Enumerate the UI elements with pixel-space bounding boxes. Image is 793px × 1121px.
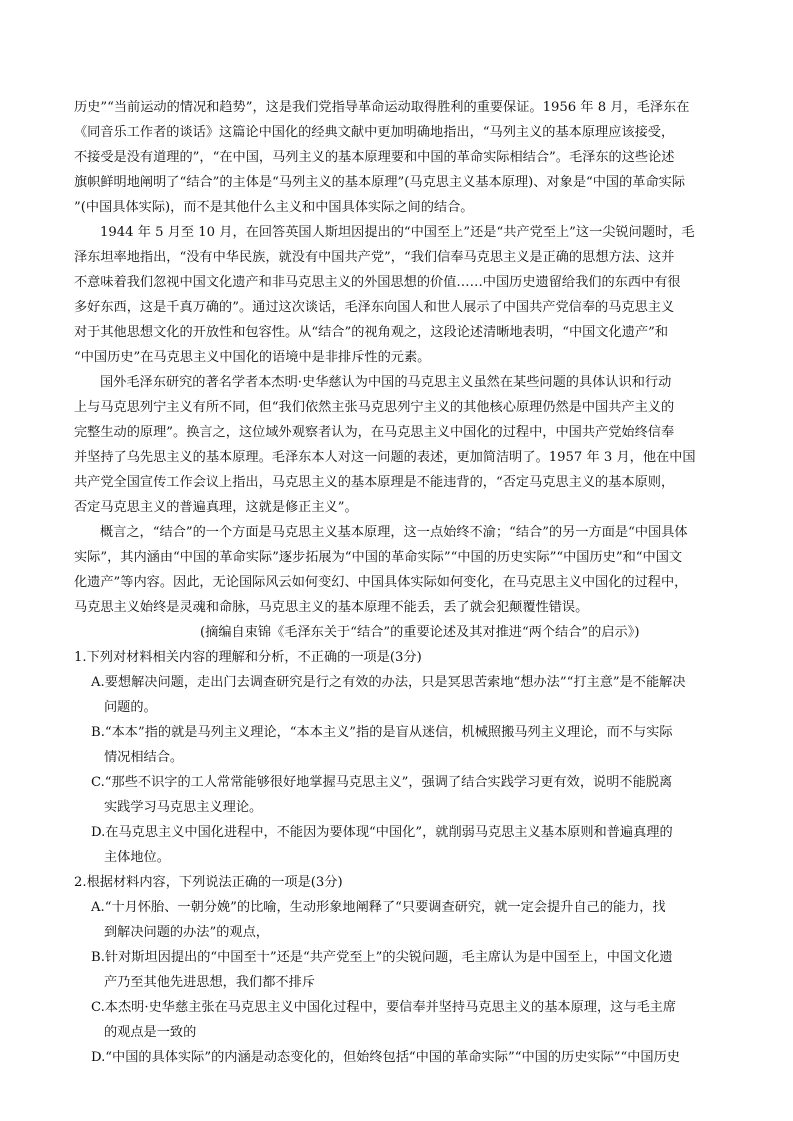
paragraph-1-line: 历史”“当前运动的情况和趋势”，这是我们党指导革命运动取得胜利的重要保证。1956 年 8 月，毛泽东在 — [74, 100, 690, 115]
paragraph-2-line: “中国历史”在马克思主义中国化的语境中是非排斥性的元素。 — [74, 350, 431, 365]
question-1-option-c-cont: 实践学习马克思主义理论。 — [104, 800, 263, 815]
question-1-option-a: A.要想解决问题，走出门去调查研究是行之有效的办法，只是冥思苦索地“想办法”“打主意”是不能解决 — [91, 675, 686, 690]
paragraph-2-line: 1944 年 5 月至 10 月，在回答英国人斯坦因提出的“中国至上”还是“共产党至上”这一尖锐问题时，毛 — [100, 225, 695, 240]
paragraph-3-line: 国外毛泽东研究的著名学者本杰明·史华慈认为中国的马克思主义虽然在某些问题的具体认识和行动 — [100, 375, 672, 390]
paragraph-1-line: ”(中国具体实际)，而不是其他什么主义和中国具体实际之间的结合。 — [74, 200, 474, 215]
paragraph-2-line: 泽东坦率地指出，“没有中华民族，就没有中国共产党”，“我们信奉马克思主义是正确的思想方法、这并 — [74, 250, 675, 265]
paragraph-4-line: 实际”，其内涵由“中国的革命实际”逐步拓展为“中国的革命实际”“中国的历史实际”“中国历史”和“中国文 — [74, 550, 683, 565]
question-1-stem: 1.下列对材料相关内容的理解和分析，不正确的一项是(3分) — [74, 650, 422, 665]
question-1-option-d: D.在马克思主义中国化进程中，不能因为要体现“中国化”，就削弱马克思主义基本原则和普遍真理的 — [91, 825, 673, 840]
paragraph-3-line: 并坚持了乌先思主义的基本原理。毛泽东本人对这一问题的表述，更加简洁明了。1957 年 3 月，他在中国 — [74, 450, 696, 465]
paragraph-1-line: 不接受是没有道理的”，“在中国，马列主义的基本原理要和中国的革命实际相结合”。毛泽东的这些论述 — [74, 150, 675, 165]
paragraph-2-line: 多好东西，这是千真万确的”。通过这次谈话，毛泽东向国人和世人展示了中国共产党信奉的马克思主义 — [74, 300, 675, 315]
paragraph-2-line: 对于其他思想文化的开放性和包容性。从“结合”的视角观之，这段论述清晰地表明，“中国文化遗产”和 — [74, 325, 669, 340]
question-2-option-c-cont: 的观点是一致的 — [104, 1025, 197, 1040]
question-2-option-b-cont: 产乃至其他先进思想，我们都不排斥 — [104, 975, 315, 990]
paragraph-3-line: 上与马克思列宁主义有所不同，但“我们依然主张马克思列宁主义的其他核心原理仍然是中国共产主义的 — [74, 400, 675, 415]
paragraph-1-line: 《同音乐工作者的谈话》这篇论中国化的经典文献中更加明确地指出，“马列主义的基本原理应该接受， — [74, 125, 675, 140]
question-2-option-a: A.“十月怀胎、一朝分娩”的比喻，生动形象地阐释了“只要调查研究，就一定会提升自己的能力，找 — [91, 900, 666, 915]
paragraph-1-line: 旗帜鲜明地阐明了“结合”的主体是“马列主义的基本原理”(马克思主义基本原理)、对象是“中国的革命实际 — [74, 175, 686, 190]
paragraph-3-line: 否定马克思主义的普遍真理，这就是修正主义”。 — [74, 500, 358, 515]
question-1-option-c: C.“那些不识字的工人常常能够很好地掌握马克思主义”，强调了结合实践学习更有效，说明不能脱离 — [91, 775, 673, 790]
question-1-option-b-cont: 情况相结合。 — [104, 750, 184, 765]
paragraph-3-line: 完整生动的原理”。换言之，这位域外观察者认为，在马克思主义中国化的过程中，中国共产党始终信奉 — [74, 425, 675, 440]
question-1-option-d-cont: 主体地位。 — [104, 850, 170, 865]
paragraph-4-line: 概言之，“结合”的一个方面是马克思主义基本原理，这一点始终不渝；“结合”的另一方面是“中国具体 — [100, 525, 688, 540]
question-2-option-a-cont: 到解决问题的办法”的观点， — [104, 925, 269, 940]
paragraph-2-line: 不意味着我们忽视中国文化遗产和非马克思主义的外国思想的价值……中国历史遗留给我们的东西中有很 — [74, 275, 681, 290]
question-2-stem: 2.根据材料内容，下列说法正确的一项是(3分) — [74, 875, 343, 890]
question-2-option-d: D.“中国的具体实际”的内涵是动态变化的，但始终包括“中国的革命实际”“中国的历史实际”“中国历史 — [91, 1050, 680, 1065]
paragraph-4-line: 马克思主义始终是灵魂和命脉，马克思主义的基本原理不能丢，丢了就会犯颠覆性错误。 — [74, 600, 589, 615]
paragraph-4-line: 化遗产”等内容。因此，无论国际风云如何变幻、中国具体实际如何变化，在马克思主义中国化的过程中， — [74, 575, 688, 590]
question-2-option-c: C.本杰明·史华慈主张在马克思主义中国化过程中，要信奉并坚持马克思主义的基本原理，这与毛主席 — [91, 1000, 677, 1015]
question-1-option-a-cont: 问题的。 — [104, 700, 157, 715]
source-citation: (摘编自束锦《毛泽东关于“结合”的重要论述及其对推进“两个结合”的启示》) — [200, 625, 640, 640]
question-1-option-b: B.“本本”指的就是马列主义理论，“本本主义”指的是盲从迷信，机械照搬马列主义理论，而不与实际 — [91, 725, 673, 740]
paragraph-3-line: 共产党全国宣传工作会议上指出，马克思主义的基本原理是不能违背的，“否定马克思主义的基本原则， — [74, 475, 675, 490]
question-2-option-b: B.针对斯坦因提出的“中国至十”还是“共产党至上”的尖锐问题，毛主席认为是中国至上，中国文化遗 — [91, 950, 673, 965]
